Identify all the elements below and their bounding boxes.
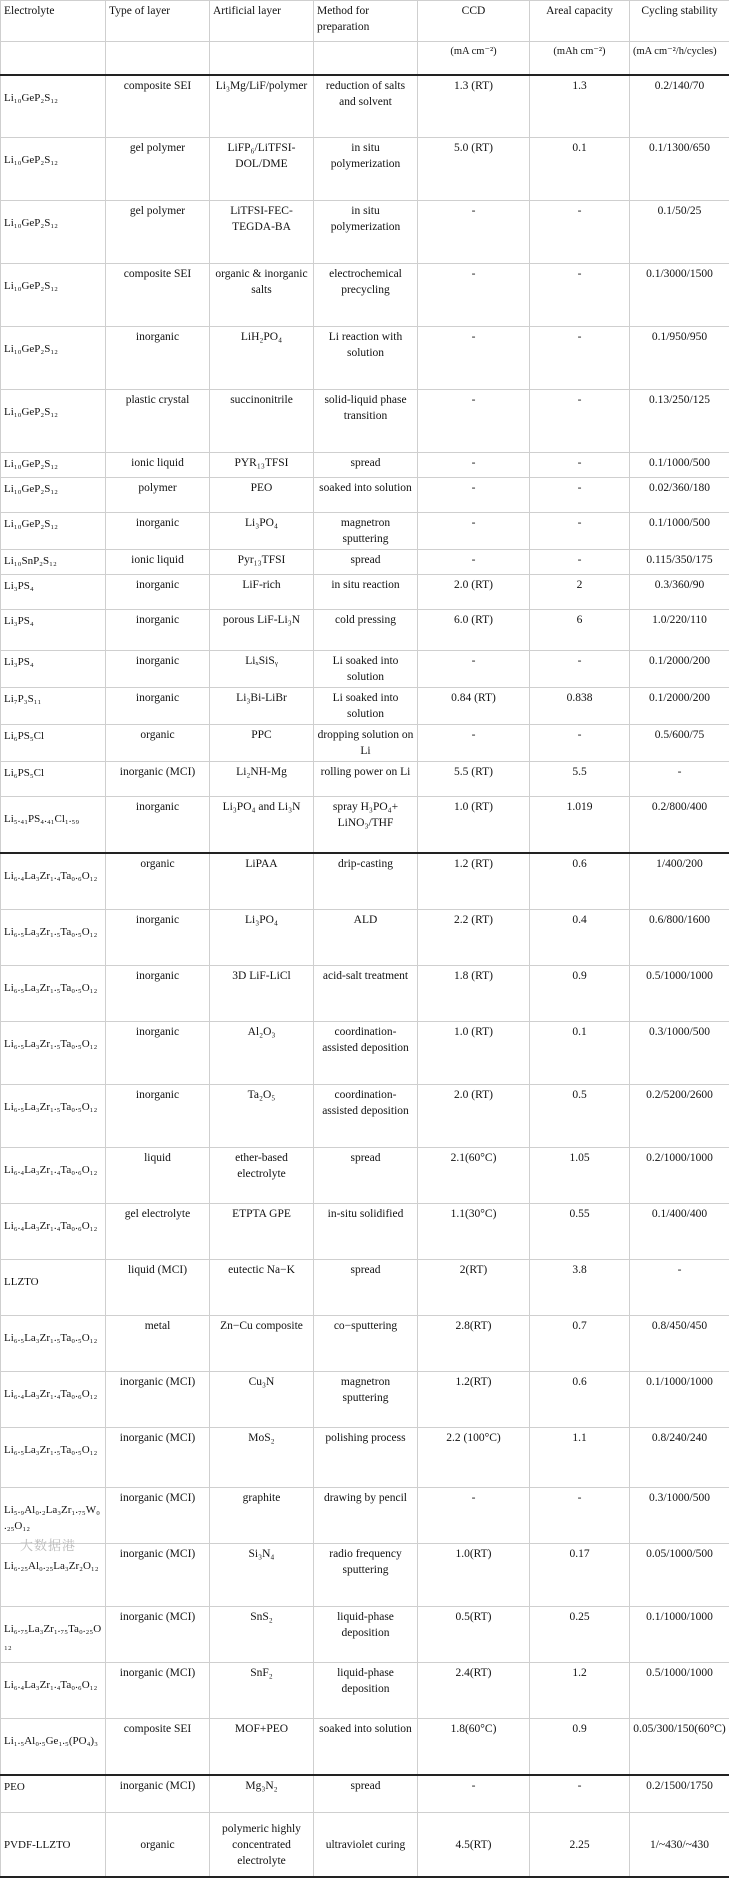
cell-artificial-layer: ether-based electrolyte (210, 1148, 314, 1204)
cell-method: co−sputtering (314, 1316, 418, 1372)
cell-electrolyte: Li₃PS₄ (1, 575, 106, 610)
cell-areal-capacity: 2 (530, 575, 630, 610)
cell-method: spread (314, 1775, 418, 1813)
cell-areal-capacity: 0.1 (530, 1022, 630, 1085)
cell-electrolyte: Li₇P₃S₁₁ (1, 688, 106, 725)
cell-areal-capacity: - (530, 513, 630, 550)
cell-artificial-layer: Cu₃N (210, 1372, 314, 1428)
cell-type-of-layer: inorganic (MCI) (106, 1607, 210, 1663)
cell-ccd: 1.8(60°C) (418, 1719, 530, 1776)
cell-areal-capacity: - (530, 550, 630, 575)
cell-type-of-layer: inorganic (106, 610, 210, 651)
cell-artificial-layer: SnF₂ (210, 1663, 314, 1719)
cell-method: magnetron sputtering (314, 1372, 418, 1428)
cell-artificial-layer: succinonitrile (210, 390, 314, 453)
cell-cycling-stability: 0.5/1000/1000 (630, 1663, 729, 1719)
table-row (1, 797, 729, 854)
cell-artificial-layer: LiF-rich (210, 575, 314, 610)
cell-areal-capacity: - (530, 651, 630, 688)
cell-cycling-stability: - (630, 1260, 729, 1316)
cell-method: electrochemical precycling (314, 264, 418, 327)
table-row (1, 1316, 729, 1372)
cell-electrolyte: Li₆.₄La₃Zr₁.₄Ta₀.₆O₁₂ (1, 1663, 106, 1719)
header-ccd: CCD (418, 1, 530, 42)
table-row (1, 1719, 729, 1776)
cell-method: cold pressing (314, 610, 418, 651)
cell-artificial-layer: Zn−Cu composite (210, 1316, 314, 1372)
cell-artificial-layer: MoS₂ (210, 1428, 314, 1488)
table-row (1, 550, 729, 575)
cell-cycling-stability: 0.1/50/25 (630, 201, 729, 264)
table-row (1, 1488, 729, 1544)
table-row (1, 390, 729, 453)
cell-ccd: 2(RT) (418, 1260, 530, 1316)
cell-method: Li soaked into solution (314, 651, 418, 688)
cell-ccd: 1.0 (RT) (418, 1022, 530, 1085)
cell-electrolyte: Li₆.₅La₃Zr₁.₅Ta₀.₅O₁₂ (1, 966, 106, 1022)
table-row (1, 1022, 729, 1085)
cell-type-of-layer: organic (106, 1813, 210, 1878)
cell-areal-capacity: - (530, 327, 630, 390)
cell-artificial-layer: Li₃Mg/LiF/polymer (210, 75, 314, 138)
cell-electrolyte: Li₁₀GeP₂S₁₂ (1, 327, 106, 390)
cell-type-of-layer: inorganic (106, 688, 210, 725)
cell-electrolyte: Li₁₀GeP₂S₁₂ (1, 264, 106, 327)
cell-cycling-stability: 0.1/1000/500 (630, 513, 729, 550)
cell-electrolyte: Li₆PS₅Cl (1, 762, 106, 797)
table-row (1, 1260, 729, 1316)
cell-method: drawing by pencil (314, 1488, 418, 1544)
cell-cycling-stability: 0.3/360/90 (630, 575, 729, 610)
table-row (1, 138, 729, 201)
cell-ccd: 2.2 (100°C) (418, 1428, 530, 1488)
cell-electrolyte: Li₁₀GeP₂S₁₂ (1, 478, 106, 513)
cell-electrolyte: PVDF-LLZTO (1, 1813, 106, 1878)
cell-areal-capacity: - (530, 264, 630, 327)
cell-cycling-stability: 0.1/1300/650 (630, 138, 729, 201)
cell-method: liquid-phase deposition (314, 1607, 418, 1663)
table-row (1, 1544, 729, 1607)
cell-artificial-layer: PPC (210, 725, 314, 762)
cell-cycling-stability: 0.1/3000/1500 (630, 264, 729, 327)
cell-method: dropping solution on Li (314, 725, 418, 762)
cell-method: spray H₃PO₄+ LiNO₃/THF (314, 797, 418, 854)
cell-method: coordination-assisted deposition (314, 1085, 418, 1148)
cell-type-of-layer: liquid (106, 1148, 210, 1204)
cell-electrolyte: Li₁₀GeP₂S₁₂ (1, 75, 106, 138)
table-row (1, 610, 729, 651)
cell-areal-capacity: 2.25 (530, 1813, 630, 1878)
cell-electrolyte: Li₁₀GeP₂S₁₂ (1, 513, 106, 550)
cell-electrolyte: Li₁.₅Al₀.₅Ge₁.₅(PO₄)₃ (1, 1719, 106, 1776)
cell-electrolyte: Li₃PS₄ (1, 610, 106, 651)
cell-artificial-layer: Mg₃N₂ (210, 1775, 314, 1813)
table-row (1, 75, 729, 138)
cell-electrolyte: LLZTO (1, 1260, 106, 1316)
cell-artificial-layer: Li₃PO₄ (210, 513, 314, 550)
cell-electrolyte: Li₆.₅La₃Zr₁.₅Ta₀.₅O₁₂ (1, 1428, 106, 1488)
header-spacer (106, 42, 210, 76)
header-areal-capacity: Areal capacity (530, 1, 630, 42)
cell-cycling-stability: 0.8/240/240 (630, 1428, 729, 1488)
cell-electrolyte: Li₃PS₄ (1, 651, 106, 688)
cell-type-of-layer: inorganic (106, 910, 210, 966)
cell-artificial-layer: porous LiF-Li₃N (210, 610, 314, 651)
cell-areal-capacity: 0.1 (530, 138, 630, 201)
cell-areal-capacity: 0.4 (530, 910, 630, 966)
cell-areal-capacity: 1.019 (530, 797, 630, 854)
cell-type-of-layer: metal (106, 1316, 210, 1372)
cell-ccd: - (418, 513, 530, 550)
cell-areal-capacity: 0.7 (530, 1316, 630, 1372)
cell-type-of-layer: plastic crystal (106, 390, 210, 453)
cell-electrolyte: Li₆.₅La₃Zr₁.₅Ta₀.₅O₁₂ (1, 910, 106, 966)
cell-method: solid-liquid phase transition (314, 390, 418, 453)
cell-method: in-situ solidified (314, 1204, 418, 1260)
cell-artificial-layer: Li₂NH-Mg (210, 762, 314, 797)
cell-type-of-layer: inorganic (MCI) (106, 1544, 210, 1607)
cell-areal-capacity: 5.5 (530, 762, 630, 797)
cell-electrolyte: Li₁₀GeP₂S₁₂ (1, 201, 106, 264)
cell-method: ultraviolet curing (314, 1813, 418, 1878)
cell-method: soaked into solution (314, 1719, 418, 1776)
cell-artificial-layer: Li₃PO₄ (210, 910, 314, 966)
cell-artificial-layer: Pyr₁₃TFSI (210, 550, 314, 575)
table-row (1, 688, 729, 725)
cell-cycling-stability: 0.1/1000/1000 (630, 1607, 729, 1663)
cell-type-of-layer: inorganic (106, 966, 210, 1022)
cell-areal-capacity: 1.05 (530, 1148, 630, 1204)
cell-ccd: 2.0 (RT) (418, 575, 530, 610)
cell-ccd: 2.0 (RT) (418, 1085, 530, 1148)
cell-artificial-layer: graphite (210, 1488, 314, 1544)
cell-areal-capacity: - (530, 725, 630, 762)
header-method: Method for preparation (314, 1, 418, 42)
cell-cycling-stability: 0.05/1000/500 (630, 1544, 729, 1607)
cell-type-of-layer: gel electrolyte (106, 1204, 210, 1260)
cell-areal-capacity: - (530, 1775, 630, 1813)
cell-ccd: 6.0 (RT) (418, 610, 530, 651)
table-row (1, 1204, 729, 1260)
table-row (1, 327, 729, 390)
cell-electrolyte: Li₅.₄₁PS₄.₄₁Cl₁.₅₉ (1, 797, 106, 854)
cell-cycling-stability: 0.5/1000/1000 (630, 966, 729, 1022)
cell-type-of-layer: gel polymer (106, 138, 210, 201)
cell-ccd: - (418, 651, 530, 688)
cell-type-of-layer: inorganic (MCI) (106, 762, 210, 797)
cell-cycling-stability: 0.13/250/125 (630, 390, 729, 453)
cell-electrolyte: Li₁₀SnP₂S₁₂ (1, 550, 106, 575)
cell-method: reduction of salts and solvent (314, 75, 418, 138)
table-row (1, 762, 729, 797)
cell-cycling-stability: 1.0/220/110 (630, 610, 729, 651)
cell-areal-capacity: 1.2 (530, 1663, 630, 1719)
cell-ccd: 1.1(30°C) (418, 1204, 530, 1260)
cell-electrolyte: Li₆.₄La₃Zr₁.₄Ta₀.₆O₁₂ (1, 1148, 106, 1204)
cell-method: drip-casting (314, 853, 418, 910)
cell-electrolyte: Li₆.₂₅Al₀.₂₅La₃Zr₂O₁₂ (1, 1544, 106, 1607)
cell-type-of-layer: composite SEI (106, 75, 210, 138)
cycling-unit: (mA cm⁻²/h/cycles) (630, 42, 729, 76)
cell-cycling-stability: 0.2/1500/1750 (630, 1775, 729, 1813)
cell-ccd: 2.1(60°C) (418, 1148, 530, 1204)
cell-areal-capacity: 0.6 (530, 1372, 630, 1428)
cell-ccd: 0.84 (RT) (418, 688, 530, 725)
cell-electrolyte: Li₁₀GeP₂S₁₂ (1, 138, 106, 201)
table-row (1, 513, 729, 550)
table-row (1, 453, 729, 478)
cell-areal-capacity: - (530, 453, 630, 478)
cell-areal-capacity: 0.55 (530, 1204, 630, 1260)
cell-areal-capacity: 3.8 (530, 1260, 630, 1316)
cell-ccd: - (418, 1775, 530, 1813)
cell-artificial-layer: LiFP₆/LiTFSI-DOL/DME (210, 138, 314, 201)
cell-electrolyte: PEO (1, 1775, 106, 1813)
cell-method: Li reaction with solution (314, 327, 418, 390)
header-cycling-stability: Cycling stability (630, 1, 729, 42)
cell-cycling-stability: 0.02/360/180 (630, 478, 729, 513)
cell-areal-capacity: - (530, 478, 630, 513)
cell-cycling-stability: 0.2/5200/2600 (630, 1085, 729, 1148)
cell-cycling-stability: 0.1/2000/200 (630, 688, 729, 725)
cell-type-of-layer: composite SEI (106, 264, 210, 327)
cell-cycling-stability: 0.3/1000/500 (630, 1022, 729, 1085)
cell-electrolyte: Li₆.₄La₃Zr₁.₄Ta₀.₆O₁₂ (1, 1204, 106, 1260)
watermark: 大数据港 (20, 1535, 76, 1554)
table-row (1, 575, 729, 610)
cell-ccd: 1.2 (RT) (418, 853, 530, 910)
cell-cycling-stability: 0.5/600/75 (630, 725, 729, 762)
cell-cycling-stability: 0.3/1000/500 (630, 1488, 729, 1544)
cell-areal-capacity: 0.838 (530, 688, 630, 725)
cell-areal-capacity: 0.9 (530, 966, 630, 1022)
cell-ccd: 1.3 (RT) (418, 75, 530, 138)
header-electrolyte: Electrolyte (1, 1, 106, 42)
cell-electrolyte: Li₆.₅La₃Zr₁.₅Ta₀.₅O₁₂ (1, 1085, 106, 1148)
cell-ccd: 1.2(RT) (418, 1372, 530, 1428)
cell-ccd: - (418, 725, 530, 762)
cell-cycling-stability: 0.1/1000/1000 (630, 1372, 729, 1428)
cell-artificial-layer: polymeric highly concentrated electrolyte (210, 1813, 314, 1878)
cell-type-of-layer: organic (106, 725, 210, 762)
cell-ccd: - (418, 327, 530, 390)
cell-areal-capacity: 1.1 (530, 1428, 630, 1488)
cell-type-of-layer: inorganic (106, 1022, 210, 1085)
cell-type-of-layer: inorganic (MCI) (106, 1488, 210, 1544)
header-spacer (1, 42, 106, 76)
cell-method: soaked into solution (314, 478, 418, 513)
cell-type-of-layer: inorganic (MCI) (106, 1663, 210, 1719)
cell-artificial-layer: Li₃Bi-LiBr (210, 688, 314, 725)
cell-type-of-layer: inorganic (106, 575, 210, 610)
cell-artificial-layer: 3D LiF-LiCl (210, 966, 314, 1022)
cell-areal-capacity: 0.6 (530, 853, 630, 910)
cell-method: in situ polymerization (314, 138, 418, 201)
cell-cycling-stability: 0.2/1000/1000 (630, 1148, 729, 1204)
table-row (1, 910, 729, 966)
cell-type-of-layer: liquid (MCI) (106, 1260, 210, 1316)
cell-ccd: 2.4(RT) (418, 1663, 530, 1719)
cell-artificial-layer: eutectic Na−K (210, 1260, 314, 1316)
table-row (1, 725, 729, 762)
table-row (1, 1607, 729, 1663)
header-spacer (314, 42, 418, 76)
cell-type-of-layer: composite SEI (106, 1719, 210, 1776)
table-row (1, 1148, 729, 1204)
cell-ccd: 1.8 (RT) (418, 966, 530, 1022)
table-row (1, 264, 729, 327)
cell-electrolyte: Li₁₀GeP₂S₁₂ (1, 390, 106, 453)
cell-ccd: - (418, 201, 530, 264)
cell-method: ALD (314, 910, 418, 966)
cell-ccd: 5.0 (RT) (418, 138, 530, 201)
cell-areal-capacity: 0.5 (530, 1085, 630, 1148)
cell-cycling-stability: 0.8/450/450 (630, 1316, 729, 1372)
cell-method: radio frequency sputtering (314, 1544, 418, 1607)
table-row (1, 1085, 729, 1148)
cell-method: spread (314, 453, 418, 478)
cell-method: coordination-assisted deposition (314, 1022, 418, 1085)
cell-method: Li soaked into solution (314, 688, 418, 725)
cell-type-of-layer: inorganic (106, 651, 210, 688)
cell-artificial-layer: PYR₁₃TFSI (210, 453, 314, 478)
table-row (1, 853, 729, 910)
table-row (1, 966, 729, 1022)
cell-artificial-layer: organic & inorganic salts (210, 264, 314, 327)
table-row (1, 1813, 729, 1878)
cell-method: rolling power on Li (314, 762, 418, 797)
table-row (1, 1663, 729, 1719)
cell-cycling-stability: 0.6/800/1600 (630, 910, 729, 966)
cell-method: in situ polymerization (314, 201, 418, 264)
cell-method: in situ reaction (314, 575, 418, 610)
table-row (1, 201, 729, 264)
cell-ccd: - (418, 1488, 530, 1544)
cell-method: spread (314, 1148, 418, 1204)
cell-type-of-layer: ionic liquid (106, 550, 210, 575)
table-body (1, 75, 729, 1877)
cell-type-of-layer: ionic liquid (106, 453, 210, 478)
cell-ccd: 4.5(RT) (418, 1813, 530, 1878)
cell-type-of-layer: inorganic (MCI) (106, 1428, 210, 1488)
cell-type-of-layer: gel polymer (106, 201, 210, 264)
cell-cycling-stability: 0.1/400/400 (630, 1204, 729, 1260)
header-artificial-layer: Artificial layer (210, 1, 314, 42)
cell-artificial-layer: Si₃N₄ (210, 1544, 314, 1607)
cell-ccd: - (418, 390, 530, 453)
cell-ccd: 2.8(RT) (418, 1316, 530, 1372)
cell-artificial-layer: SnS₂ (210, 1607, 314, 1663)
cell-cycling-stability: 0.2/140/70 (630, 75, 729, 138)
cell-artificial-layer: Ta₂O₅ (210, 1085, 314, 1148)
cell-type-of-layer: polymer (106, 478, 210, 513)
table-row (1, 1775, 729, 1813)
areal-unit: (mAh cm⁻²) (530, 42, 630, 76)
cell-electrolyte: Li₆.₇₅La₃Zr₁.₇₅Ta₀.₂₅O₁₂ (1, 1607, 106, 1663)
cell-ccd: 2.2 (RT) (418, 910, 530, 966)
cell-cycling-stability: 1/400/200 (630, 853, 729, 910)
cell-electrolyte: Li₁₀GeP₂S₁₂ (1, 453, 106, 478)
cell-type-of-layer: inorganic (MCI) (106, 1372, 210, 1428)
table-row (1, 1428, 729, 1488)
cell-ccd: 1.0 (RT) (418, 797, 530, 854)
cell-ccd: 5.5 (RT) (418, 762, 530, 797)
cell-ccd: - (418, 264, 530, 327)
cell-type-of-layer: inorganic (106, 327, 210, 390)
cell-ccd: 1.0(RT) (418, 1544, 530, 1607)
cell-areal-capacity: - (530, 1488, 630, 1544)
cell-cycling-stability: 0.1/1000/500 (630, 453, 729, 478)
cell-cycling-stability: 0.1/950/950 (630, 327, 729, 390)
cell-artificial-layer: Li₃PO₄ and Li₃N (210, 797, 314, 854)
cell-areal-capacity: 0.17 (530, 1544, 630, 1607)
cell-ccd: - (418, 453, 530, 478)
cell-electrolyte: Li₅.₉Al₀.₂La₃Zr₁.₇₅W₀.₂₅O₁₂ (1, 1488, 106, 1544)
cell-electrolyte: Li₆.₅La₃Zr₁.₅Ta₀.₅O₁₂ (1, 1022, 106, 1085)
table-row (1, 651, 729, 688)
cell-method: magnetron sputtering (314, 513, 418, 550)
cell-method: spread (314, 550, 418, 575)
ccd-unit: (mA cm⁻²) (418, 42, 530, 76)
cell-electrolyte: Li₆.₄La₃Zr₁.₄Ta₀.₆O₁₂ (1, 853, 106, 910)
cell-artificial-layer: Al₂O₃ (210, 1022, 314, 1085)
cell-cycling-stability: 0.115/350/175 (630, 550, 729, 575)
cell-electrolyte: Li₆.₅La₃Zr₁.₅Ta₀.₅O₁₂ (1, 1316, 106, 1372)
cell-ccd: 0.5(RT) (418, 1607, 530, 1663)
cell-electrolyte: Li₆.₄La₃Zr₁.₄Ta₀.₆O₁₂ (1, 1372, 106, 1428)
cell-cycling-stability: 0.05/300/150(60°C) (630, 1719, 729, 1776)
cell-areal-capacity: - (530, 201, 630, 264)
cell-artificial-layer: LiPAA (210, 853, 314, 910)
cell-areal-capacity: 1.3 (530, 75, 630, 138)
cell-method: acid-salt treatment (314, 966, 418, 1022)
header-spacer (210, 42, 314, 76)
cell-type-of-layer: inorganic (106, 513, 210, 550)
cell-cycling-stability: 0.2/800/400 (630, 797, 729, 854)
cell-electrolyte: Li₆PS₅Cl (1, 725, 106, 762)
cell-method: polishing process (314, 1428, 418, 1488)
table-row (1, 478, 729, 513)
cell-areal-capacity: 0.25 (530, 1607, 630, 1663)
cell-artificial-layer: PEO (210, 478, 314, 513)
cell-cycling-stability: 0.1/2000/200 (630, 651, 729, 688)
cell-ccd: - (418, 550, 530, 575)
table-row (1, 1372, 729, 1428)
cell-cycling-stability: - (630, 762, 729, 797)
cell-artificial-layer: LiₓSiSᵧ (210, 651, 314, 688)
cell-areal-capacity: - (530, 390, 630, 453)
cell-artificial-layer: MOF+PEO (210, 1719, 314, 1776)
cell-artificial-layer: LiH₂PO₄ (210, 327, 314, 390)
cell-type-of-layer: organic (106, 853, 210, 910)
cell-areal-capacity: 0.9 (530, 1719, 630, 1776)
cell-method: liquid-phase deposition (314, 1663, 418, 1719)
cell-areal-capacity: 6 (530, 610, 630, 651)
header-type-of-layer: Type of layer (106, 1, 210, 42)
cell-artificial-layer: ETPTA GPE (210, 1204, 314, 1260)
cell-type-of-layer: inorganic (MCI) (106, 1775, 210, 1813)
cell-type-of-layer: inorganic (106, 1085, 210, 1148)
cell-cycling-stability: 1/~430/~430 (630, 1813, 729, 1878)
cell-artificial-layer: LiTFSI-FEC-TEGDA-BA (210, 201, 314, 264)
cell-type-of-layer: inorganic (106, 797, 210, 854)
cell-ccd: - (418, 478, 530, 513)
cell-method: spread (314, 1260, 418, 1316)
